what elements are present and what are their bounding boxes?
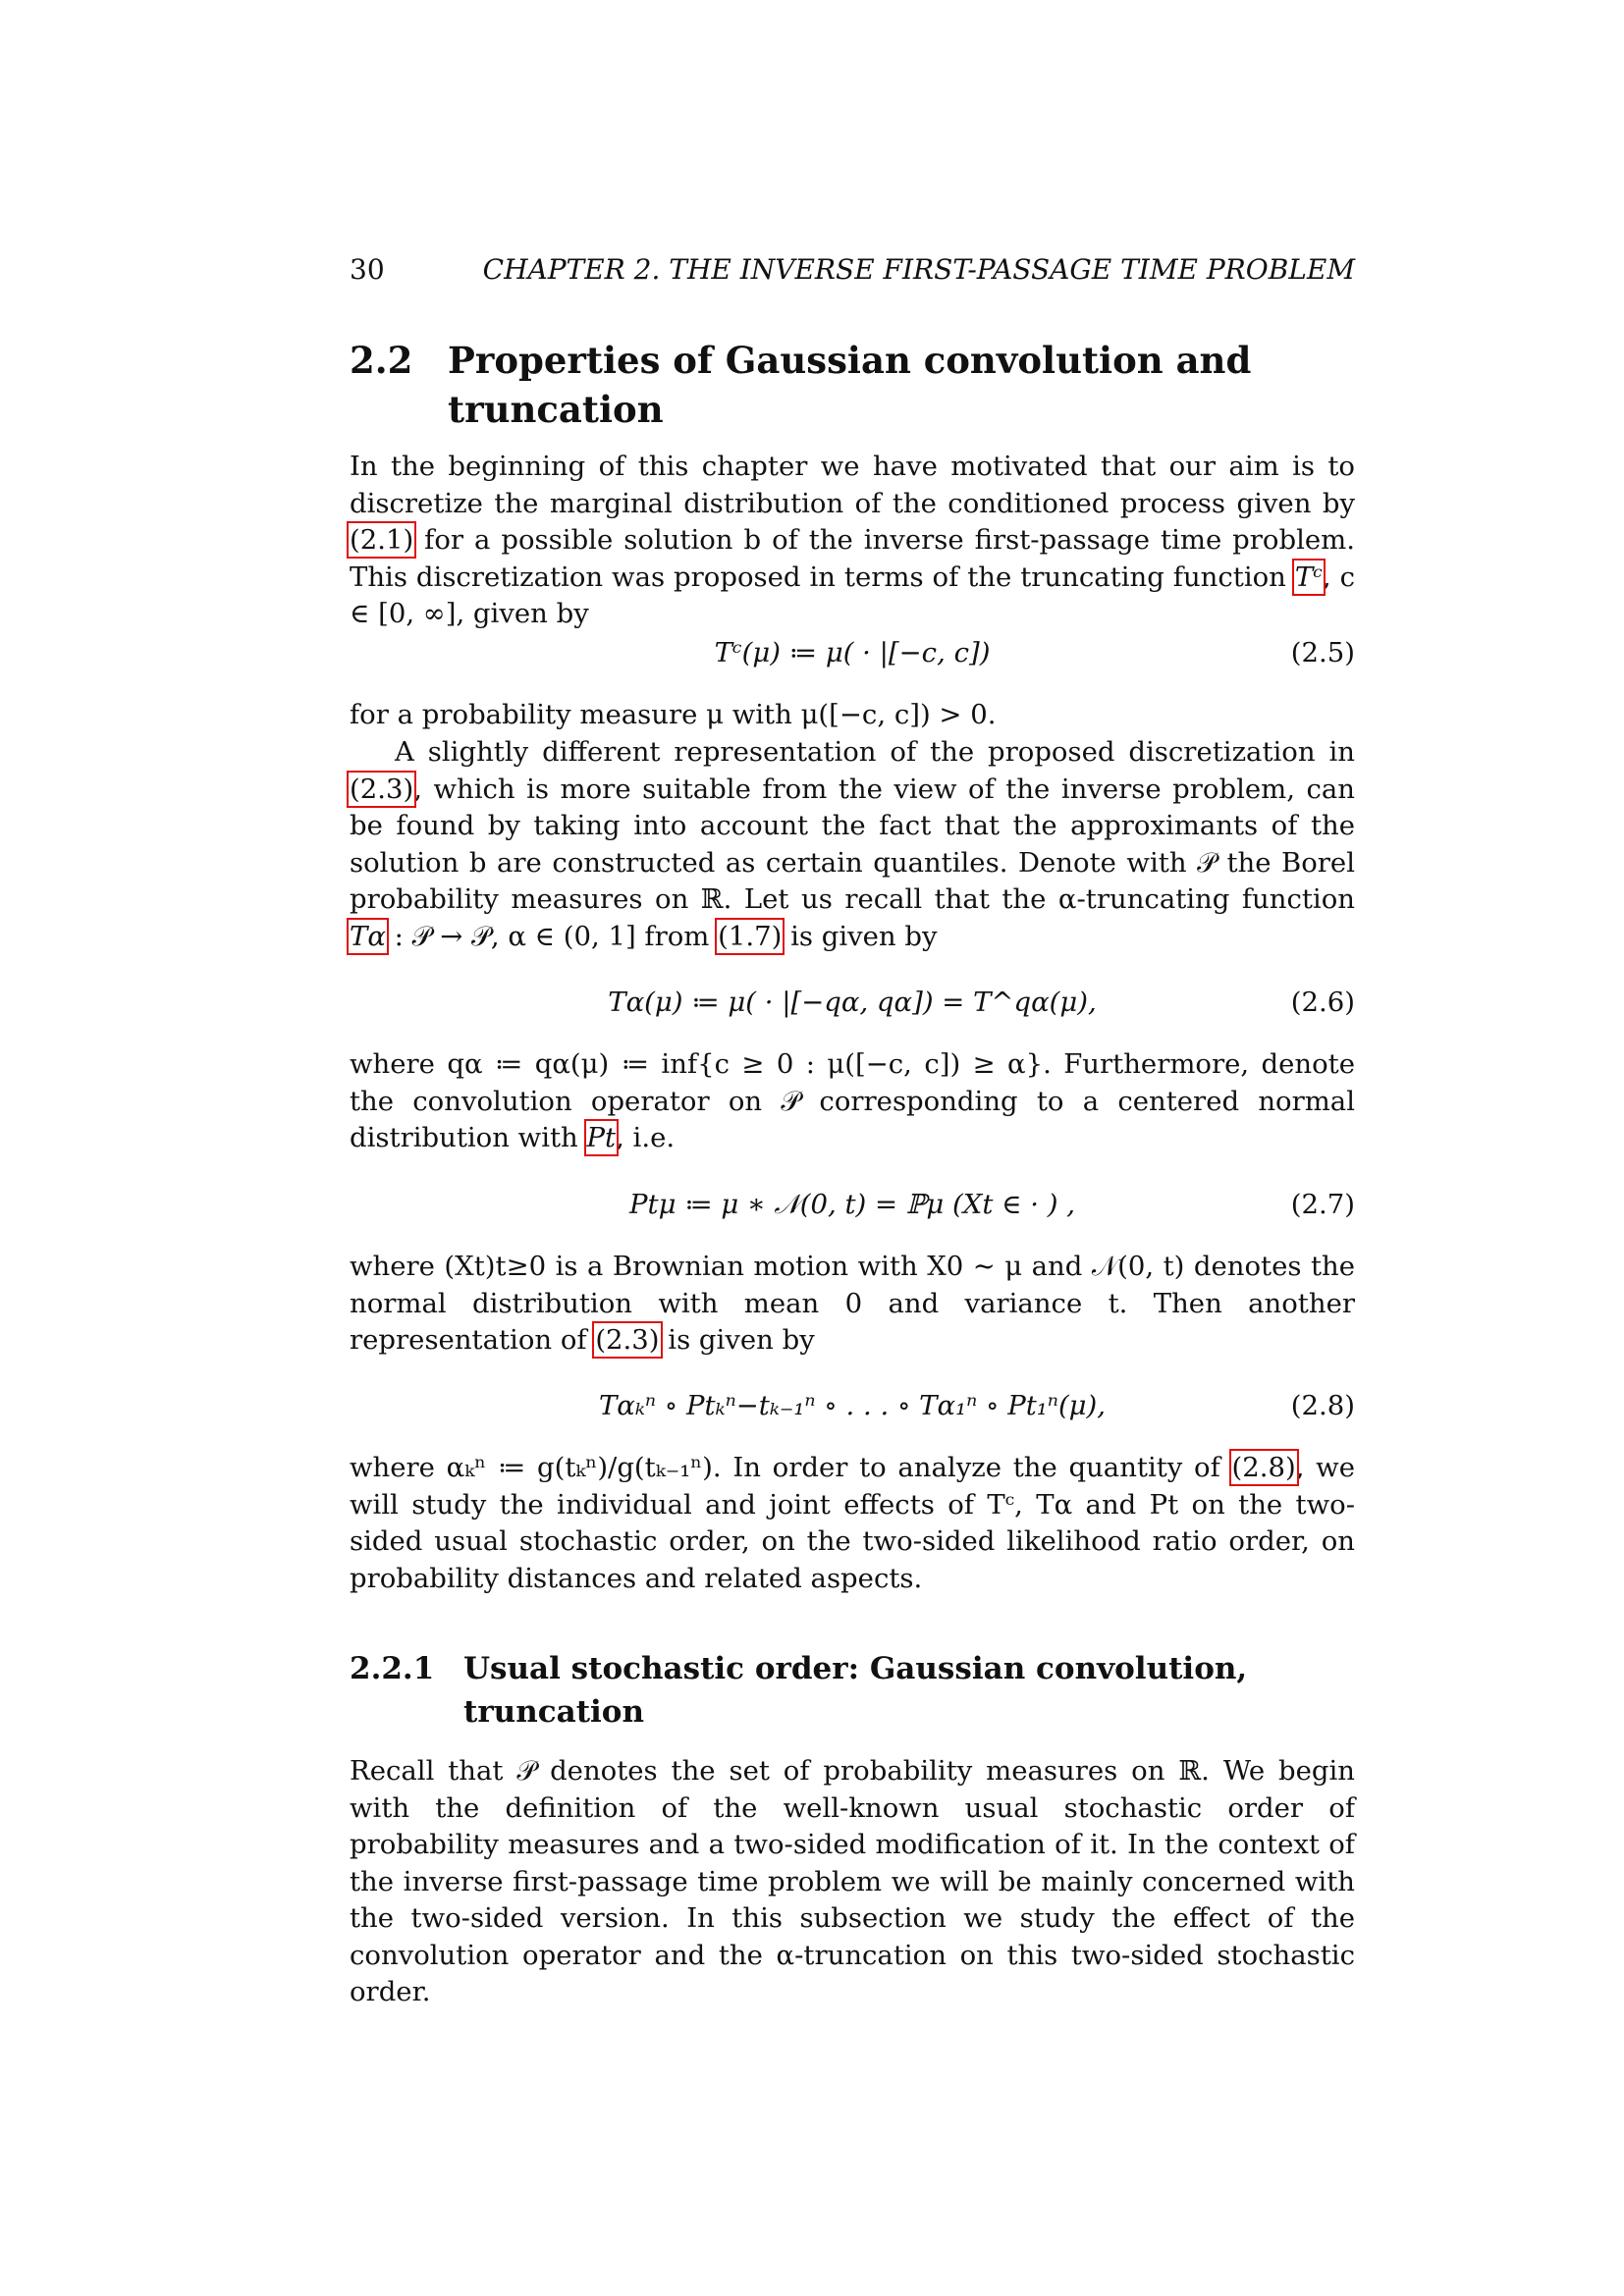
text-run: , i.e. [616,1122,676,1153]
equation-2-7 [350,1186,1355,1223]
text-run: for a possible solution b of the inverse first-passage time problem. This discretization was proposed in terms of the truncating function [350,524,1355,593]
text-run: where αₖⁿ ≔ g(tₖⁿ)/g(tₖ₋₁ⁿ). In order to analyze the quantity of [350,1452,1232,1483]
equation-body: Tαₖⁿ ∘ Ptₖⁿ−tₖ₋₁ⁿ ∘ . . . ∘ Tα₁ⁿ ∘ Pt₁ⁿ(μ), [598,1390,1107,1421]
text-run: A slightly different representation of the proposed discretization in [395,736,1355,768]
paragraph-intro [350,449,1355,633]
text-run: In the beginning of this chapter we have motivated that our aim is to discretize the marginal distribution of the conditioned process given by [350,451,1355,519]
paragraph-quantile [350,1046,1355,1157]
paragraph-stochastic-order [350,1753,1355,2011]
equation-link-2-1[interactable]: (2.1) [350,524,414,556]
section-title: Properties of Gaussian convolution and truncation [448,339,1252,431]
text-run: , we will study the individual and joint effects of Tᶜ, Tα and Pt on the two-sided usual stochastic order, on the two-sided likelihood ratio order, on probability distances and related aspects. [350,1452,1355,1594]
text-run: Recall that 𝒫 denotes the set of probability measures on ℝ. We begin with the definition of the well-known usual stochastic order of probability measures and a two-sided modification of it. In the context of the inverse first-passage time problem we will be mainly concerned with the two-sided version. In this subsection we study the effect of the convolution operator and the α-truncation on this two-sided stochastic order. [350,1755,1355,2007]
link-truncating-function[interactable]: Tᶜ [1294,561,1323,593]
equation-link-2-3[interactable]: (2.3) [350,773,414,805]
subsection-title: Usual stochastic order: Gaussian convolution, truncation [463,1651,1248,1730]
link-convolution-operator[interactable]: Pt [586,1122,617,1153]
text-run: , which is more suitable from the view of the inverse problem, can be found by taking into account the fact that the approximants of the solution b are constructed as certain quantiles. Denote with 𝒫 the Borel probability measures on ℝ. Let us recall that the α-truncating function [350,773,1355,915]
text-run: : 𝒫 → 𝒫, α ∈ (0, 1] from [385,920,719,952]
subsection-number: 2.2.1 [350,1651,435,1686]
equation-2-8 [350,1387,1355,1424]
equation-2-6 [350,984,1355,1021]
link-alpha-truncating[interactable]: Tα [350,920,386,952]
text-run: for a probability measure μ with μ([−c, c]) > 0. [350,699,997,730]
equation-2-5 [350,634,1355,671]
equation-number: (2.6) [1290,987,1355,1018]
text-run: , c ∈ [0, ∞], given by [350,561,1356,629]
text-run: where qα ≔ qα(μ) ≔ inf{c ≥ 0 : μ([−c, c]) ≥ α}. Furthermore, denote the convolution operator on 𝒫 corresponding to a centered normal distribution with [350,1048,1355,1153]
equation-number: (2.5) [1290,637,1355,668]
text-run: where (Xt)t≥0 is a Brownian motion with X0 ∼ μ and 𝒩(0, t) denotes the normal distribution with mean 0 and variance t. Then another representation of [350,1251,1355,1356]
text-run: is given by [782,920,938,952]
equation-body: Tᶜ(μ) ≔ μ( · |[−c, c]) [714,637,991,668]
equation-number: (2.7) [1290,1189,1355,1220]
equation-link-2-8[interactable]: (2.8) [1231,1452,1296,1483]
paragraph-representation [350,734,1355,955]
equation-link-2-3-second[interactable]: (2.3) [595,1324,660,1356]
paragraph-brownian [350,1249,1355,1360]
paragraph-measure [350,697,1355,734]
equation-link-1-7[interactable]: (1.7) [718,920,783,952]
section-number: 2.2 [350,339,413,382]
equation-body: Tα(μ) ≔ μ( · |[−qα, qα]) = T^qα(μ), [608,987,1097,1018]
equation-body: Ptμ ≔ μ ∗ 𝒩(0, t) = ℙμ (Xt ∈ · ) , [629,1189,1075,1220]
equation-number: (2.8) [1290,1390,1355,1421]
paragraph-analysis [350,1450,1355,1597]
page-number: 30 [350,253,385,286]
text-run: is given by [659,1324,815,1356]
chapter-title: CHAPTER 2. THE INVERSE FIRST-PASSAGE TIME PROBLEM [482,253,1355,286]
